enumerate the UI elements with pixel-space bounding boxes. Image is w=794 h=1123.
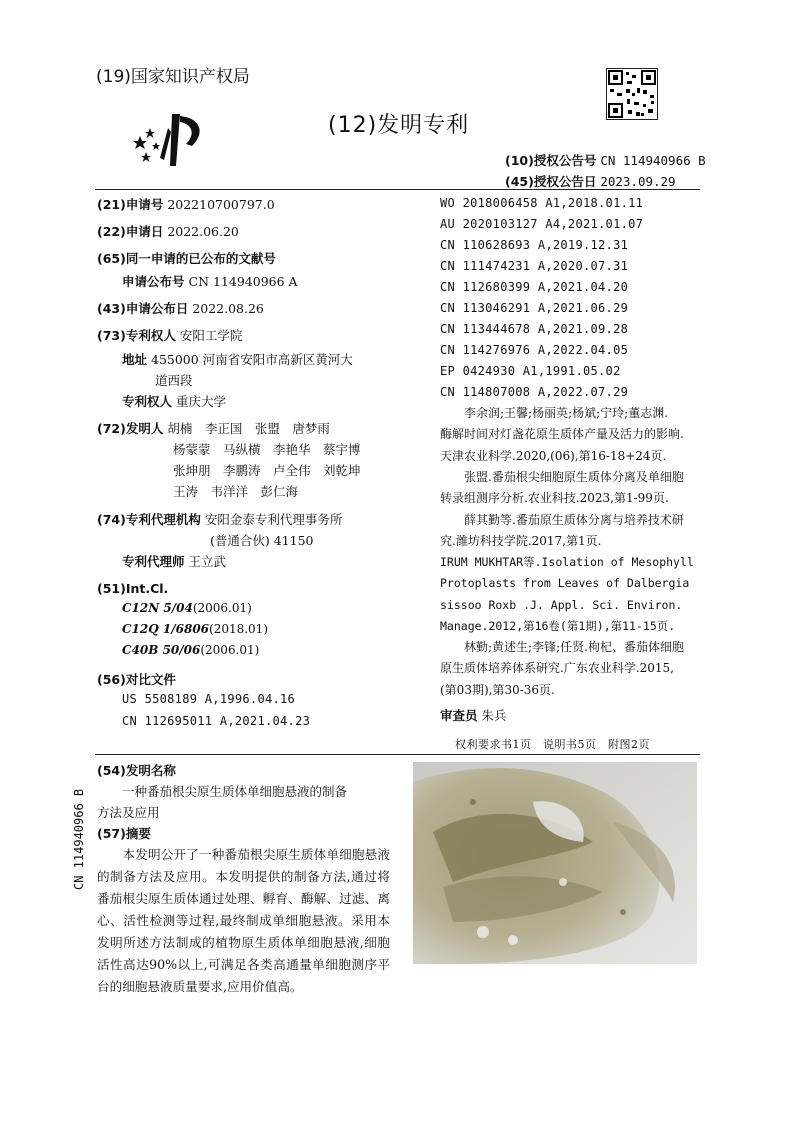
cited-document: US 5508189 A,1996.04.16 [122, 692, 296, 706]
reference-line: Protoplasts from Leaves of Dalbergia [440, 576, 690, 591]
ipc-code-value: C12N 5/04 [122, 601, 193, 615]
patentee-2-label: 专利权人 [122, 394, 173, 409]
cited-document: CN 113046291 A,2021.06.29 [440, 301, 629, 315]
reference [440, 467, 702, 510]
int-cl-heading [97, 578, 168, 599]
application-date [97, 221, 239, 242]
address-line-1: 455000 河南省安阳市高新区黄河大 [151, 352, 353, 367]
patentee-2 [122, 392, 226, 410]
publication-date [97, 298, 264, 319]
cited-document: CN 112680399 A,2021.04.20 [440, 280, 629, 294]
inventor-line: 张坤朋 李鹏涛 卢全伟 刘乾坤 [173, 463, 361, 478]
reference-line: 天津农业科学.2020,(06),第16-18+24页. [440, 448, 667, 463]
agency-value: 安阳金泰专利代理事务所 [204, 512, 343, 527]
grant-date-label: (45)授权公告日 [505, 174, 597, 189]
cited-label: (56)对比文件 [97, 672, 176, 687]
publication-date-value: 2022.08.26 [192, 301, 264, 316]
inventor-line: 胡楠 李正国 张盟 唐梦雨 [167, 421, 330, 436]
cited-document: CN 112695011 A,2021.04.23 [122, 714, 311, 728]
reference [440, 403, 702, 467]
page-count: 权利要求书1页 说明书5页 附图2页 [455, 738, 650, 751]
patentee-label: (73)专利权人 [97, 328, 176, 343]
reference-line: 李余润;王馨;杨丽英;杨斌;宁玲;董志渊. [440, 406, 669, 420]
agent-value: 王立武 [188, 554, 227, 569]
cited-document: CN 114807008 A,2022.07.29 [440, 385, 629, 399]
address-line-2: 道西段 [155, 373, 193, 388]
agent [122, 552, 226, 570]
reference-line: 转录组测序分析.农业科技.2023,第1-99页. [440, 491, 669, 506]
ipc-code [122, 622, 268, 636]
cited-document: CN 113444678 A,2021.09.28 [440, 322, 629, 336]
reference-line: sissoo Roxb .J. Appl. Sci. Environ. [440, 597, 683, 612]
patentee-2-value: 重庆大学 [176, 394, 227, 409]
reference-line: 林勤;黄述生;李锋;任贤.枸杞、番茄体细胞 [440, 640, 684, 654]
cited-document: EP 0424930 A1,1991.05.02 [440, 364, 621, 378]
cited-document: AU 2020103127 A4,2021.01.07 [440, 217, 644, 231]
ipc-version: (2006.01) [192, 601, 252, 615]
abstract-heading [97, 823, 151, 844]
cited-document: CN 111474231 A,2020.07.31 [440, 259, 629, 273]
reference-line: 酶解时间对灯盏花原生质体产量及活力的影响. [440, 427, 684, 442]
examiner [440, 705, 507, 726]
cited-document: CN 110628693 A,2019.12.31 [440, 238, 629, 252]
ipc-code-value: C12Q 1/6806 [122, 622, 210, 636]
grant-date-line [505, 172, 676, 190]
ipc-code [122, 643, 259, 657]
reference-line: Manage.2012,第16卷(第1期),第11-15页. [440, 618, 676, 633]
publication-number-label: 申请公布号 [122, 274, 185, 289]
application-number-label: (21)申请号 [97, 197, 164, 212]
section-divider [95, 754, 700, 755]
prior-publication-label: (65)同一申请的已公布的文献号 [97, 251, 276, 266]
ipc-code [122, 601, 252, 615]
examiner-value: 朱兵 [481, 708, 507, 723]
ipc-version: (2006.01) [200, 643, 260, 657]
inventors [97, 418, 330, 439]
inventor-label: (72)发明人 [97, 421, 164, 436]
cited-document: WO 2018006458 A1,2018.01.11 [440, 196, 644, 210]
int-cl-label: (51)Int.Cl. [97, 581, 169, 596]
reference-line: 原生质体培养体系研究.广东农业科学.2015, [440, 661, 674, 676]
reference-line: 薛其勤等.番茄原生质体分离与培养技术研 [440, 513, 684, 527]
reference-line: IRUM MUKHTAR等.Isolation of Mesophyll [440, 555, 694, 569]
reference [440, 510, 702, 553]
invention-title-line-2: 方法及应用 [97, 805, 160, 820]
header-divider [95, 189, 700, 190]
examiner-label: 审查员 [440, 708, 478, 723]
application-date-label: (22)申请日 [97, 224, 164, 239]
grant-number: CN 114940966 B [600, 153, 706, 168]
reference-line: 张盟.番茄根尖细胞原生质体分离及单细胞 [440, 470, 684, 484]
agency-line-2: (普通合伙) 41150 [210, 533, 314, 548]
title-heading [97, 760, 176, 781]
prior-publication-heading [97, 248, 276, 269]
reference [440, 552, 702, 637]
abstract-text: 本发明公开了一种番茄根尖原生质体单细胞悬液的制备方法及应用。本发明提供的制备方法,通过将番茄根尖原生质体通过处理、孵育、酶解、过滤、离心、活性检测等过程,最终制成单细胞悬液。采用本发明所述方法制成的植物原生质体单细胞悬液,细胞活性高达90%以上,可满足各类高通量单细胞测序平台的细胞悬液质量要求,应用价值高。 [97, 847, 390, 994]
grant-date: 2023.09.29 [600, 174, 676, 189]
invention-title: 一种番茄根尖原生质体单细胞悬液的制备 [122, 784, 348, 799]
address-label: 地址 [122, 352, 148, 367]
document-type-title: (12)发明专利 [328, 113, 470, 138]
inventor-line: 杨蒙蒙 马纵横 李艳华 蔡宇博 [173, 442, 361, 457]
publication-number-value: CN 114940966 A [188, 274, 298, 289]
ipc-version: (2018.01) [209, 622, 269, 636]
grant-number-label: (10)授权公告号 [505, 153, 597, 168]
qr-code-icon [606, 68, 658, 120]
ipc-code-value: C40B 50/06 [122, 643, 201, 657]
office-name: (19)国家知识产权局 [96, 67, 250, 87]
side-document-code: CN 114940966 B [72, 788, 86, 890]
abstract-label: (57)摘要 [97, 826, 151, 841]
application-number-value: 202210700797.0 [167, 197, 275, 212]
grant-number-line [505, 151, 706, 169]
agency-label: (74)专利代理机构 [97, 512, 201, 527]
title-label: (54)发明名称 [97, 763, 176, 778]
cited-document: CN 114276976 A,2022.04.05 [440, 343, 629, 357]
agent-label: 专利代理师 [122, 554, 185, 569]
reference [440, 637, 702, 701]
patentee-value: 安阳工学院 [179, 328, 243, 343]
reference-line: (第03期),第30-36页. [440, 682, 555, 697]
inventor-line: 王涛 韦洋洋 彭仁海 [173, 484, 299, 499]
reference-line: 究.潍坊科技学院.2017,第1页. [440, 534, 602, 549]
abstract-figure-micrograph [413, 762, 697, 964]
address [122, 350, 353, 368]
publication-date-label: (43)申请公布日 [97, 301, 189, 316]
application-number [97, 194, 275, 215]
publication-number [122, 272, 298, 290]
cited-heading [97, 669, 176, 690]
cnipa-logo-icon [130, 108, 210, 168]
agency [97, 509, 342, 530]
application-date-value: 2022.06.20 [167, 224, 239, 239]
patentee [97, 325, 242, 346]
